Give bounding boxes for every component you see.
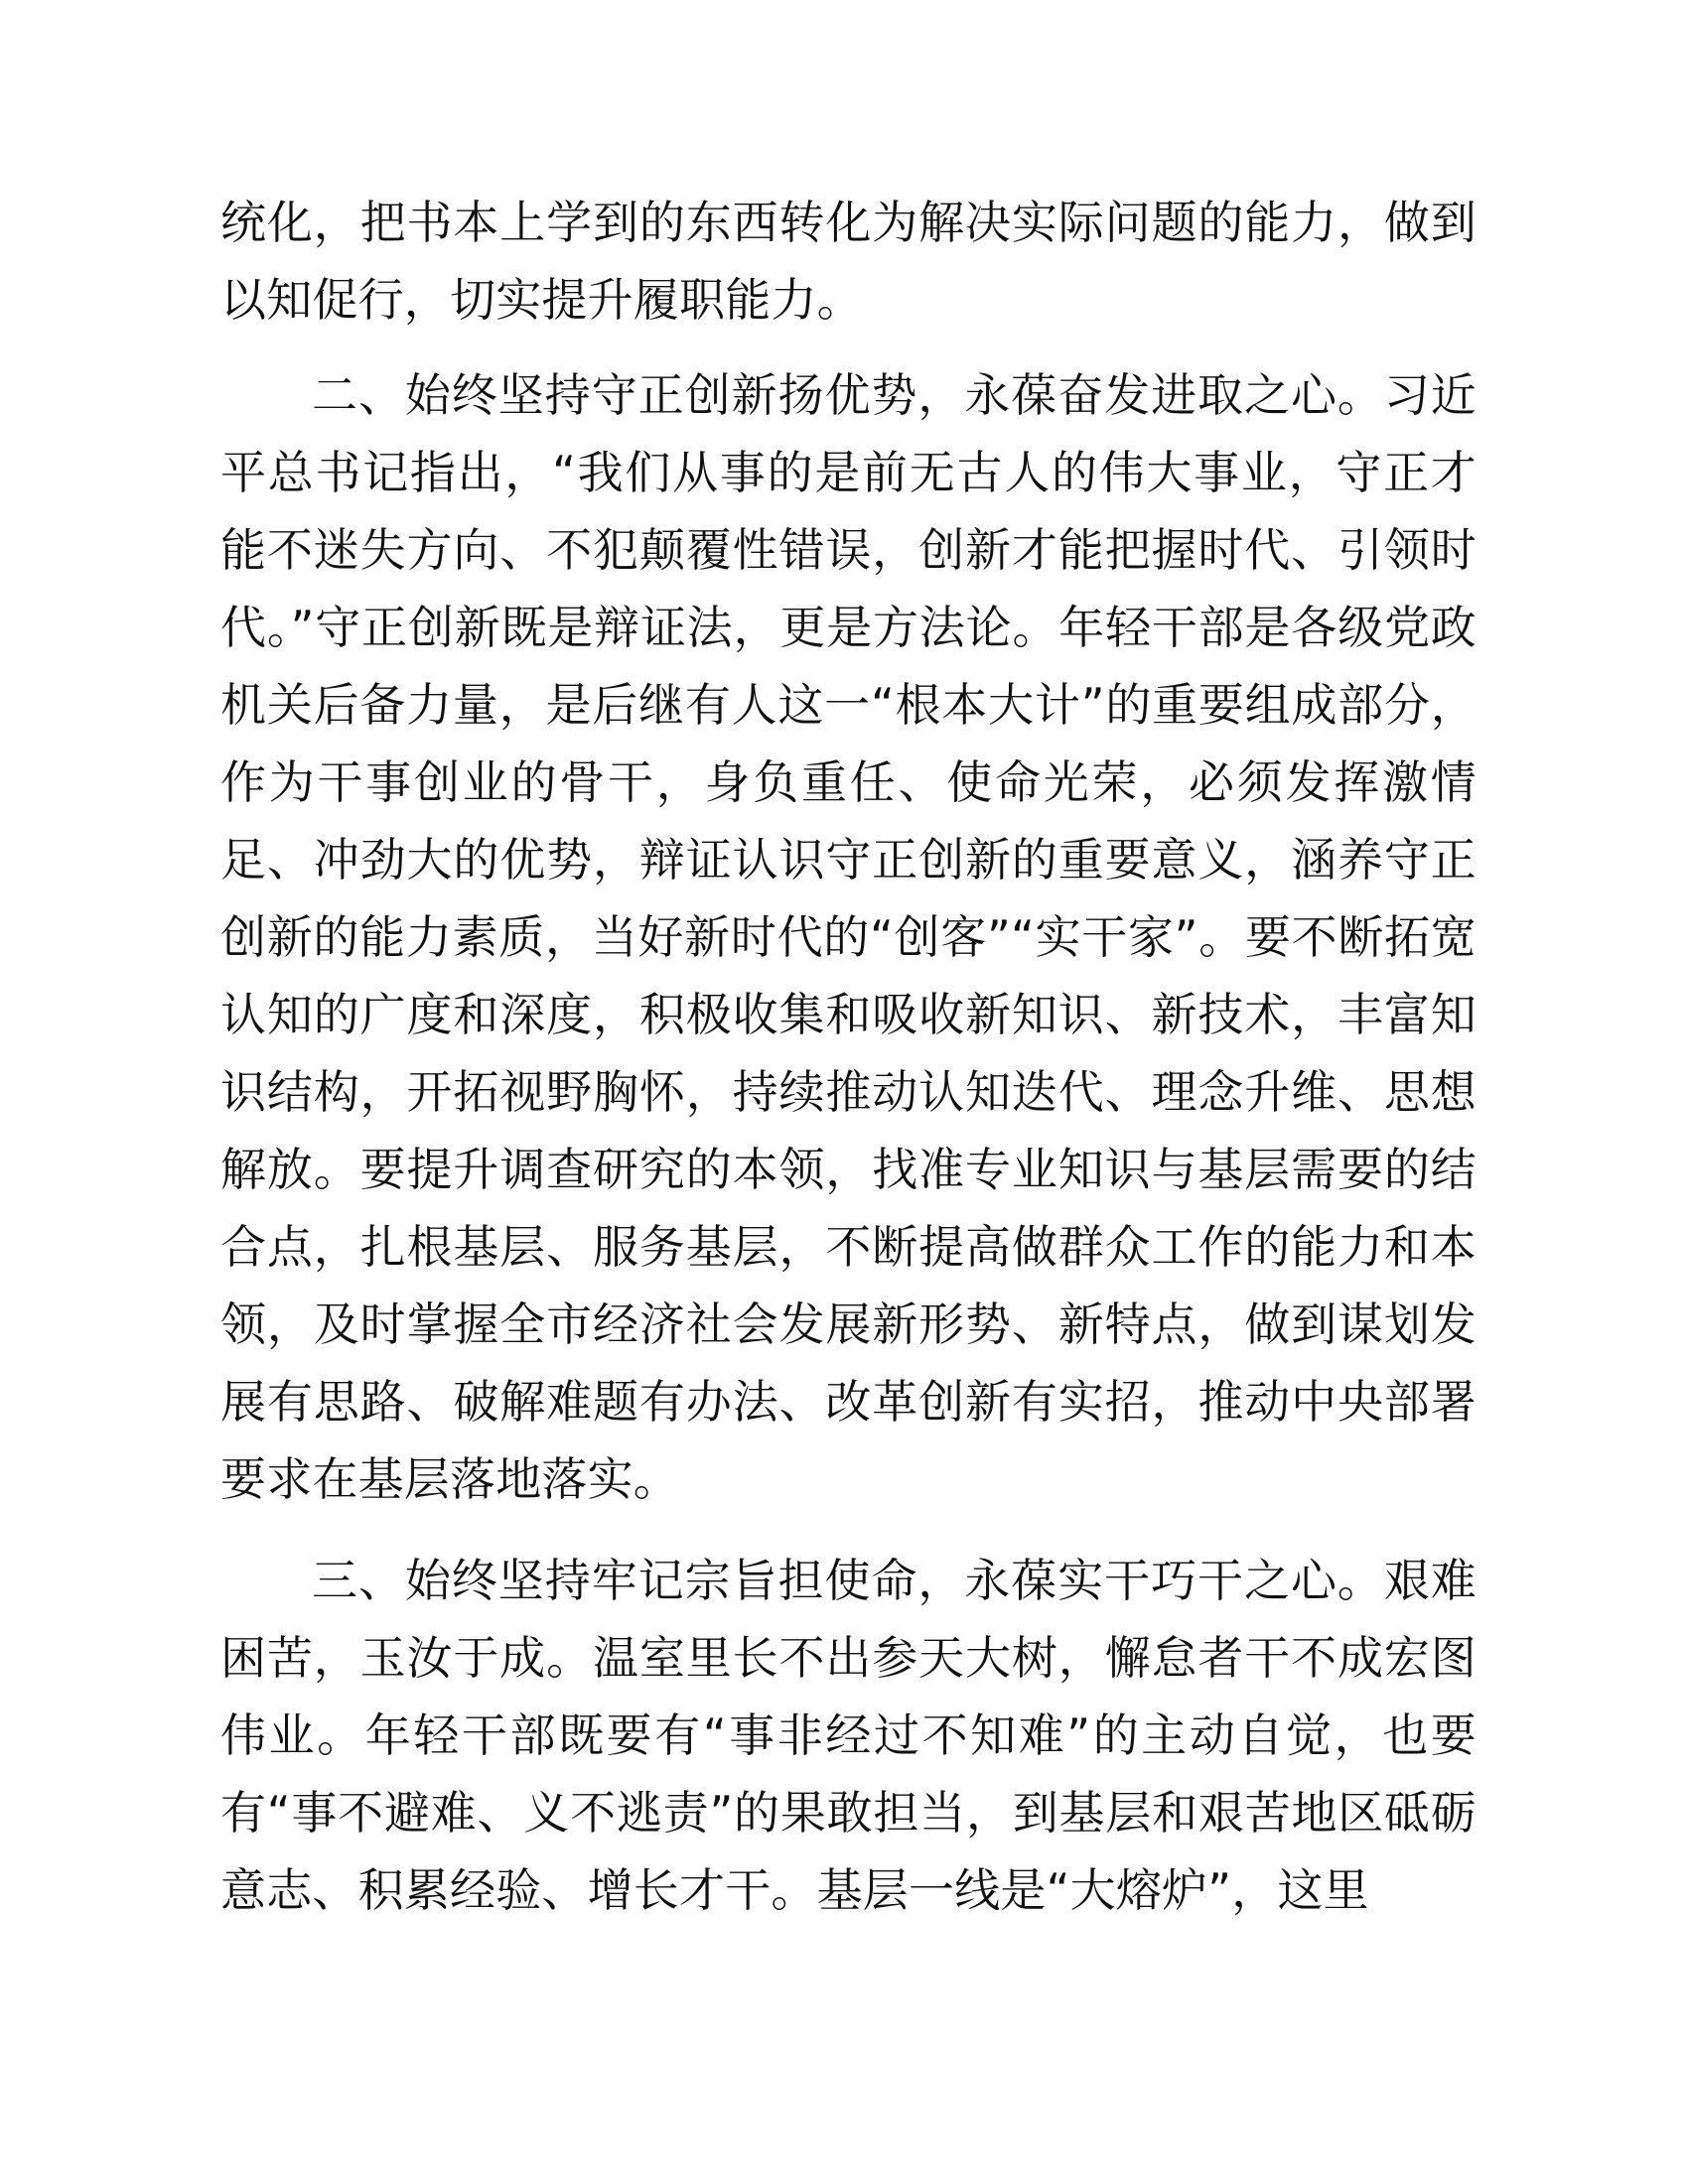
paragraph-section-three: 三、始终坚持牢记宗旨担使命，永葆实干巧干之心。艰难困苦，玉汝于成。温室里长不出参天大树，懈怠者干不成宏图伟业。年轻干部既要有“事非经过不知难”的主动自觉，也要有“事不避难、义不逃责”的果敢担当，到基层和艰苦地区砥砺意志、积累经验、增长才干。基层一线是“大熔炉”，这里 bbox=[220, 1554, 1477, 1917]
paragraph-section-two: 二、始终坚持守正创新扬优势，永葆奋发进取之心。习近平总书记指出，“我们从事的是前无古人的伟大事业，守正才能不迷失方向、不犯颠覆性错误，创新才能把握时代、引领时代。”守正创新既是辩证法，更是方法论。年轻干部是各级党政机关后备力量，是后继有人这一“根本大计”的重要组成部分，作为干事创业的骨干，身负重任、使命光荣，必须发挥激情足、冲劲大的优势，辩证认识守正创新的重要意义，涵养守正创新的能力素质，当好新时代的“创客”“实干家”。要不断拓宽认知的广度和深度，积极收集和吸收新知识、新技术，丰富知识结构，开拓视野胸怀，持续推动认知迭代、理念升维、思想解放。要提升调查研究的本领，找准专业知识与基层需要的结合点，扎根基层、服务基层，不断提高做群众工作的能力和本领，及时掌握全市经济社会发展新形势、新特点，做到谋划发展有思路、破解难题有办法、改革创新有实招，推动中央部署要求在基层落地落实。 bbox=[220, 368, 1477, 1506]
document-body bbox=[220, 184, 1477, 1929]
paragraph-continued: 统化，把书本上学到的东西转化为解决实际问题的能力，做到以知促行，切实提升履职能力。 bbox=[220, 196, 1477, 327]
paragraph-spacer bbox=[220, 1524, 1477, 1542]
paragraph-spacer bbox=[220, 339, 1477, 356]
